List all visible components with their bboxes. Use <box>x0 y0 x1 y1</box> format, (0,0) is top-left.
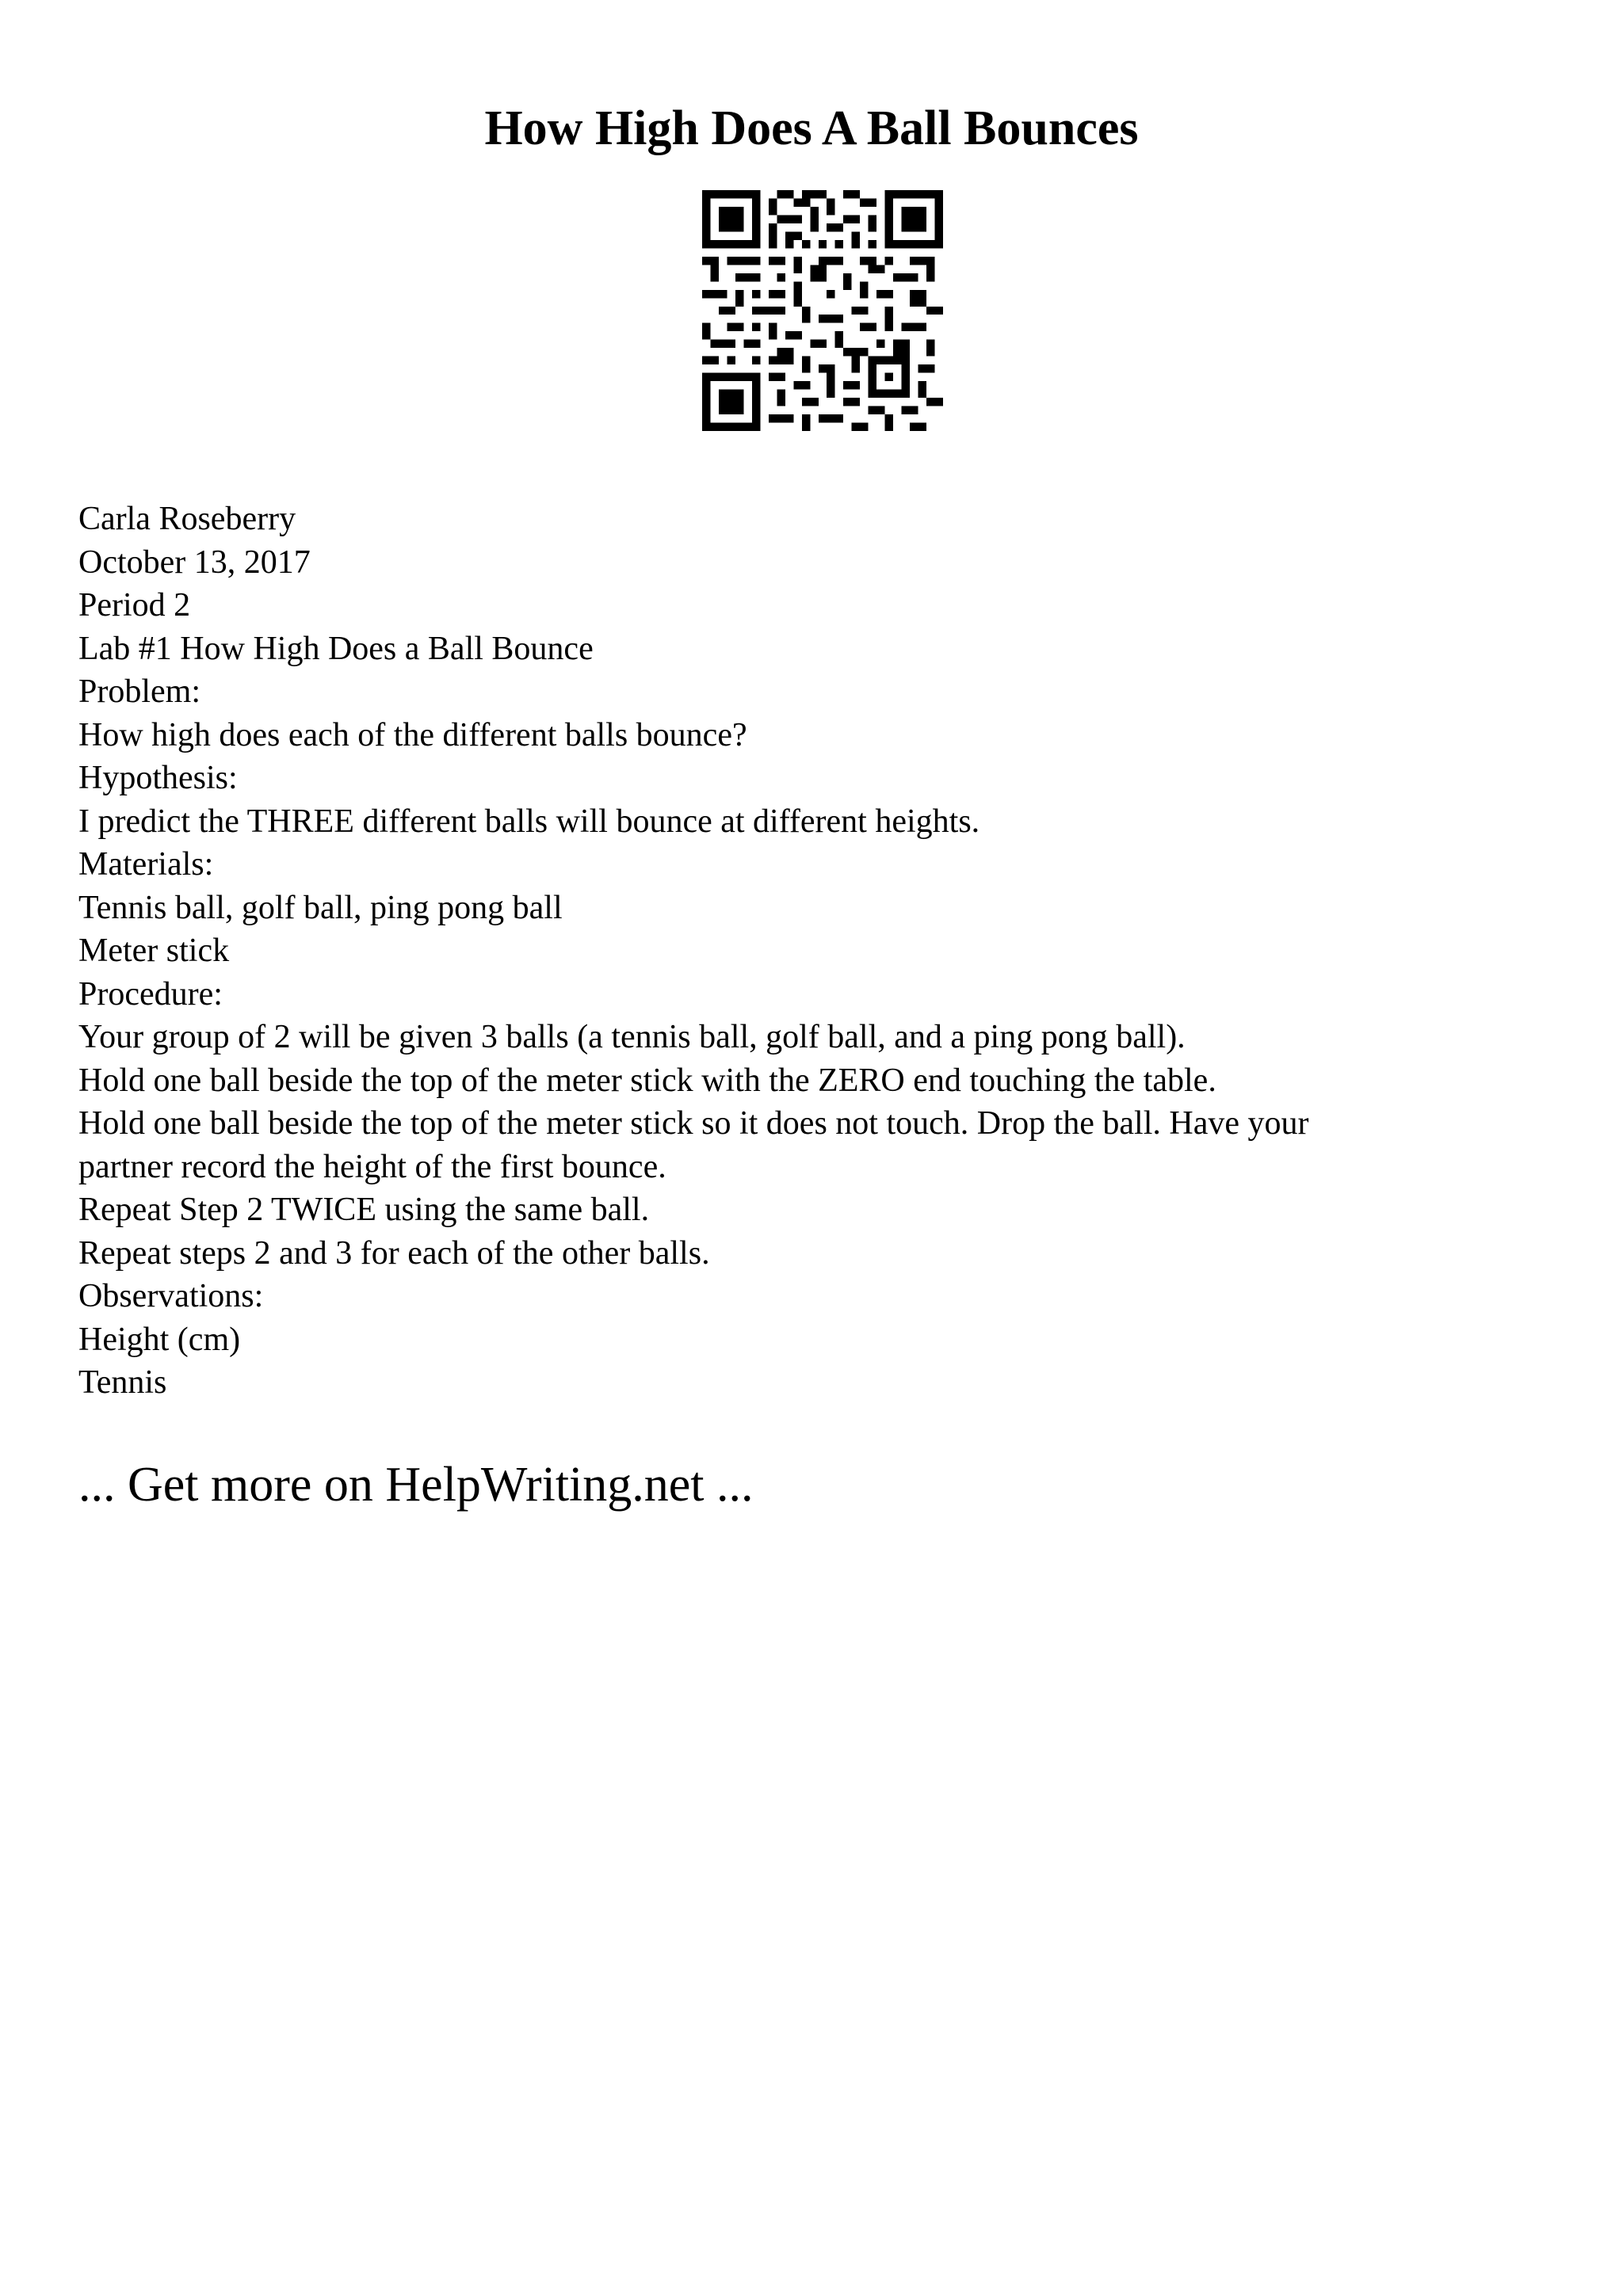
procedure-heading: Procedure: <box>78 975 223 1013</box>
observations-column-label: Height (cm) <box>78 1321 241 1358</box>
qr-code-icon <box>702 190 943 431</box>
procedure-step: Hold one ball beside the top of the meter stick with the ZERO end touching the table. <box>78 1062 1216 1099</box>
procedure-step: Your group of 2 will be given 3 balls (a tennis ball, golf ball, and a ping pong ball). <box>78 1019 1186 1055</box>
observations-heading: Observations: <box>78 1278 264 1314</box>
problem-text: How high does each of the different balls bounce? <box>78 716 747 753</box>
document-title: How High Does A Ball Bounces <box>484 101 1139 155</box>
hypothesis-text: I predict the THREE different balls will bounce at different heights. <box>78 803 980 840</box>
procedure-step: Hold one ball beside the top of the meter stick so it does not touch. Drop the ball. Have your <box>78 1105 1309 1142</box>
materials-item: Tennis ball, golf ball, ping pong ball <box>78 889 563 926</box>
procedure-step: Repeat Step 2 TWICE using the same ball. <box>78 1192 650 1228</box>
class-period: Period 2 <box>78 587 191 624</box>
report-date: October 13, 2017 <box>78 543 311 581</box>
materials-item: Meter stick <box>78 933 230 969</box>
hypothesis-heading: Hypothesis: <box>78 760 238 796</box>
procedure-step: Repeat steps 2 and 3 for each of the other balls. <box>78 1234 710 1272</box>
lab-title: Lab #1 How High Does a Ball Bounce <box>78 630 594 667</box>
author-name: Carla Roseberry <box>78 501 296 537</box>
lab-report-body <box>78 498 1552 1405</box>
procedure-step: partner record the height of the first bounce. <box>78 1148 666 1185</box>
materials-heading: Materials: <box>78 846 214 883</box>
problem-heading: Problem: <box>78 673 200 710</box>
observations-row-label: Tennis <box>78 1364 167 1401</box>
more-link[interactable]: ... Get more on HelpWriting.net ... <box>78 1458 754 1512</box>
